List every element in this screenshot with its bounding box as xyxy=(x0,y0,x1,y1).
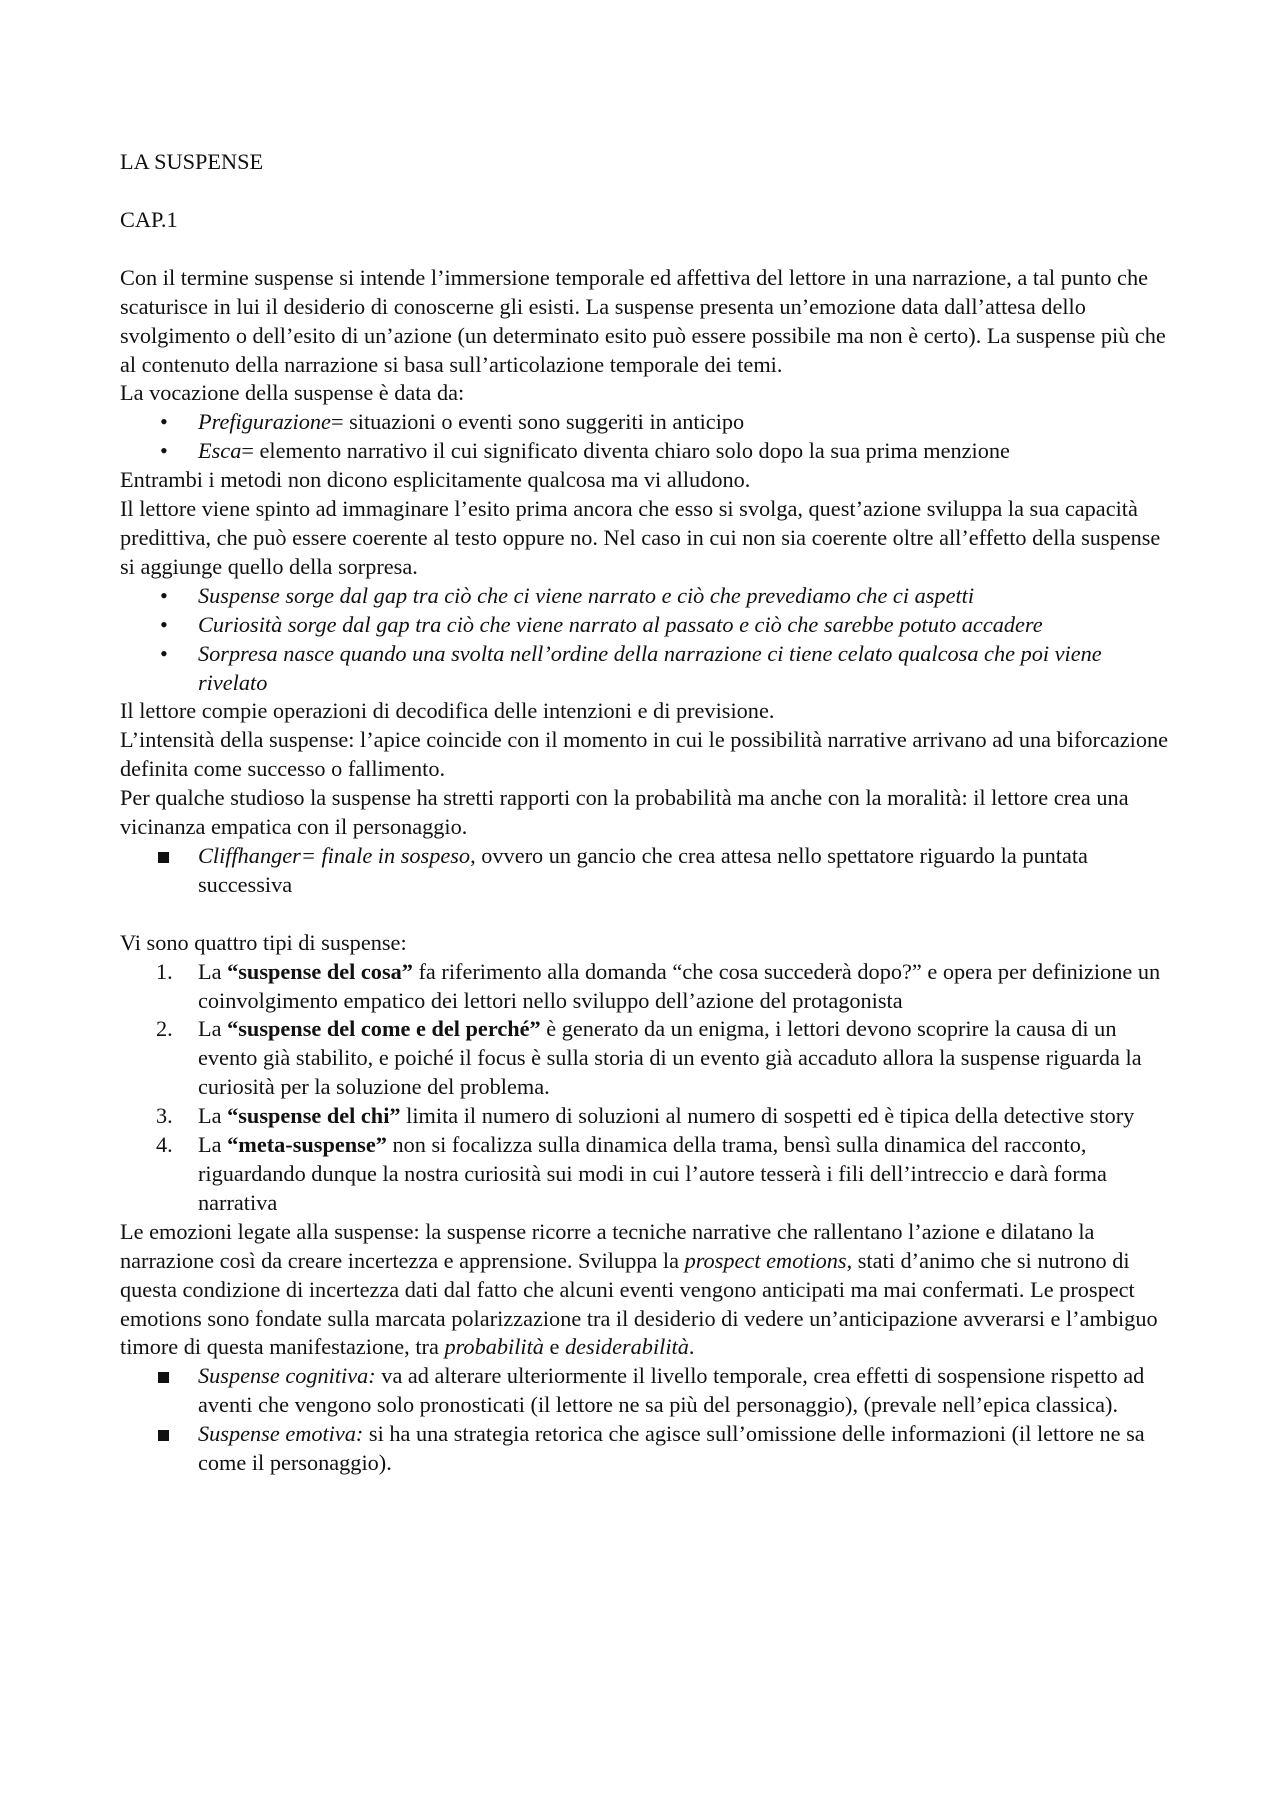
item-text: fa riferimento alla domanda “che cosa succederà dopo?” e opera per definizione un coinvolgimento empatico dei lettori nello sviluppo dell’azione del protagonista xyxy=(198,958,1161,1013)
item-term: Suspense emotiva: xyxy=(198,1421,364,1447)
item-term: Suspense cognitiva: xyxy=(198,1363,376,1389)
text-run: , stati d’animo che si nutrono di questa condizione di incertezza dati dal fatto che alcuni eventi vengono anticipati ma mai confermati. Le prospect emotions sono fondate sulla marcata polarizzazione tra il desiderio di vedere un’anticipazione avverarsi e l’ambiguo timore di questa manifestazione, tra xyxy=(120,1247,1158,1360)
bullet-icon: • xyxy=(160,582,168,608)
list-item xyxy=(120,1015,1170,1102)
list-item xyxy=(120,1420,1170,1478)
list-item xyxy=(120,437,1170,466)
document-title: LA SUSPENSE xyxy=(120,149,264,174)
list-item xyxy=(120,582,1170,611)
list-item xyxy=(120,611,1170,640)
item-text: Curiosità sorge dal gap tra ciò che viene narrato al passato e ciò che sarebbe potuto accadere xyxy=(198,611,1043,637)
item-text: si ha una strategia retorica che agisce sull’omissione delle informazioni (il lettore ne sa come il personaggio). xyxy=(198,1421,1145,1476)
item-term: “suspense del chi” xyxy=(227,1103,401,1129)
list-number: 1. xyxy=(156,958,173,984)
square-bullet-icon xyxy=(158,1372,169,1383)
item-term: “suspense del cosa” xyxy=(227,958,413,984)
list-item xyxy=(120,408,1170,437)
list-item xyxy=(120,842,1170,900)
chapter-label: CAP.1 xyxy=(120,206,178,232)
probability-paragraph: Per qualche studioso la suspense ha stretti rapporti con la probabilità ma anche con la moralità: il lettore crea una vicinanza empatica con il personaggio. xyxy=(120,785,1129,840)
item-text: Suspense sorge dal gap tra ciò che ci viene narrato e ciò che prevediamo che ci aspetti xyxy=(198,582,975,608)
list-number: 2. xyxy=(156,1016,173,1042)
item-prefix: La xyxy=(198,1132,228,1158)
emphasis-term: prospect emotions xyxy=(684,1247,847,1273)
item-text: limita il numero di soluzioni al numero di sospetti ed è tipica della detective story xyxy=(400,1103,1135,1129)
list-item xyxy=(120,1362,1170,1420)
item-term: “suspense del come e del perché” xyxy=(227,1016,541,1042)
item-text: = situazioni o eventi sono suggeriti in anticipo xyxy=(330,409,745,435)
item-text: è generato da un enigma, i lettori devono scoprire la causa di un evento già stabilito, e poiché il focus è sulla storia di un evento già accaduto allora la suspense riguarda la curiosità per la soluzione del problema. xyxy=(198,1016,1142,1100)
item-term: Esca xyxy=(198,438,242,464)
item-text: = elemento narrativo il cui significato diventa chiaro solo dopo la sua prima menzione xyxy=(241,438,1010,464)
item-text: va ad alterare ulteriormente il livello temporale, crea effetti di sospensione rispetto ad aventi che vengono solo pronosticati (il lettore ne sa più del personaggio), (prevale nell’epica classica). xyxy=(198,1363,1145,1418)
list-item xyxy=(120,1102,1170,1131)
vocation-intro: La vocazione della suspense è data da: xyxy=(120,380,465,406)
item-prefix: La xyxy=(198,958,228,984)
emphasis-term: probabilità xyxy=(444,1334,544,1360)
methods-note: Entrambi i metodi non dicono esplicitamente qualcosa ma vi alludono. xyxy=(120,467,751,493)
bullet-icon: • xyxy=(160,611,168,637)
emotions-paragraph xyxy=(120,1218,1170,1363)
reader-paragraph: Il lettore viene spinto ad immaginare l’esito prima ancora che esso si svolga, quest’azione sviluppa la sua capacità predittiva, che può essere coerente al testo oppure no. Nel caso in cui non sia coerente oltre all’effetto della suspense si aggiunge quello della sorpresa. xyxy=(120,496,1161,579)
intensity-paragraph: L’intensità della suspense: l’apice coincide con il momento in cui le possibilità narrative arrivano ad una biforcazione definita come successo o fallimento. xyxy=(120,727,1169,782)
item-prefix: La xyxy=(198,1103,228,1129)
item-text: non si focalizza sulla dinamica della trama, bensì sulla dinamica del racconto, riguardando dunque la nostra curiosità sui modi in cui l’autore tesserà i fili dell’intreccio e darà forma narrativa xyxy=(198,1132,1107,1215)
bullet-icon: • xyxy=(160,640,168,666)
intro-paragraph: Con il termine suspense si intende l’immersione temporale ed affettiva del lettore in una narrazione, a tal punto che scaturisce in lui il desiderio di conoscerne gli esisti. La suspense presenta un’emozione data dall’attesa dello svolgimento o dell’esito di un’azione (un determinato esito può essere possibile ma non è certo). La suspense più che al contenuto della narrazione si basa sull’articolazione temporale dei temi. xyxy=(120,264,1166,377)
text-run: e xyxy=(543,1334,566,1360)
bullet-icon: • xyxy=(160,438,168,464)
emphasis-term: desiderabilità xyxy=(565,1334,689,1360)
text-run: . xyxy=(688,1334,695,1360)
item-text: Sorpresa nasce quando una svolta nell’ordine della narrazione ci tiene celato qualcosa che poi viene rivelato xyxy=(198,640,1102,695)
bullet-icon: • xyxy=(160,409,168,435)
list-item xyxy=(120,640,1170,698)
item-term: Cliffhanger= finale in sospeso xyxy=(198,842,471,868)
list-item xyxy=(120,1131,1170,1218)
decoding-paragraph: Il lettore compie operazioni di decodifica delle intenzioni e di previsione. xyxy=(120,698,775,724)
square-bullet-icon xyxy=(158,1430,169,1441)
text-run: Le emozioni legate alla suspense: la suspense ricorre a tecniche narrative che rallentano l’azione e dilatano la narrazione così da creare incertezza e apprensione. Sviluppa la xyxy=(120,1218,1095,1273)
square-bullet-icon xyxy=(158,852,169,863)
item-term: “meta-suspense” xyxy=(227,1132,387,1158)
item-prefix: La xyxy=(198,1016,228,1042)
list-number: 3. xyxy=(156,1103,173,1129)
list-number: 4. xyxy=(156,1132,173,1158)
types-intro: Vi sono quattro tipi di suspense: xyxy=(120,929,407,955)
document-page xyxy=(120,148,1170,1478)
item-text: , ovvero un gancio che crea attesa nello spettatore riguardo la puntata successiva xyxy=(198,842,1088,897)
item-term: Prefigurazione xyxy=(198,409,331,435)
list-item xyxy=(120,958,1170,1016)
